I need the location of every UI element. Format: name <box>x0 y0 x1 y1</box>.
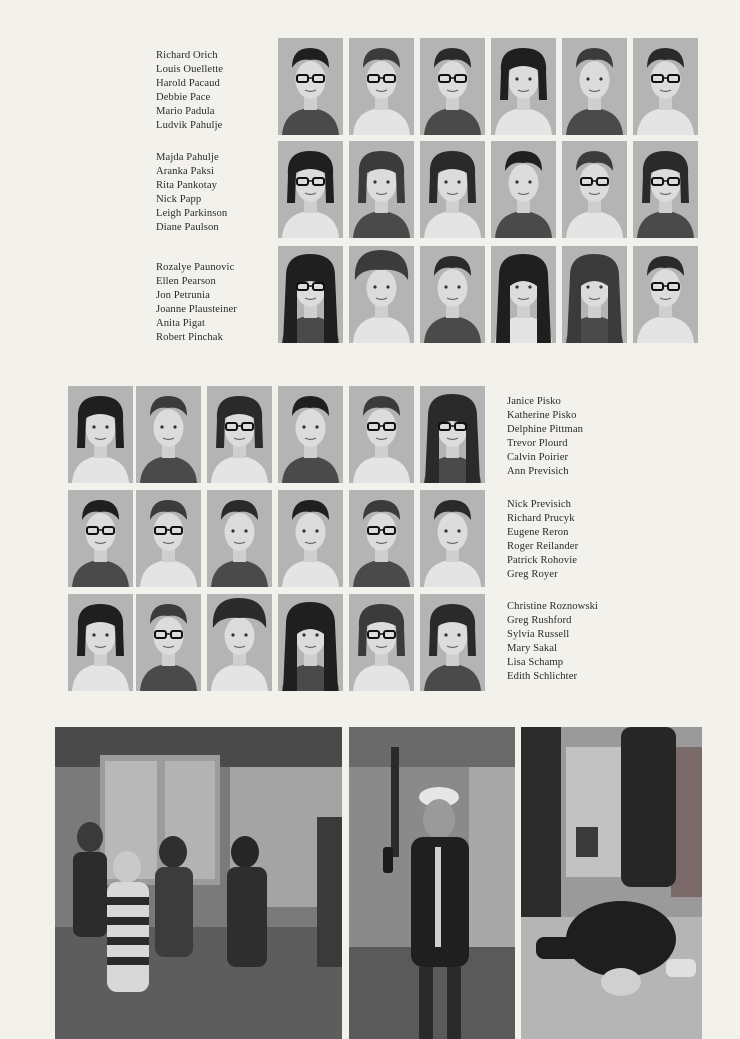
student-portrait <box>349 386 414 483</box>
student-portrait <box>633 246 698 343</box>
student-portrait <box>491 38 556 135</box>
student-name: Delphine Pittman <box>507 424 584 436</box>
student-name: Debbie Pace <box>156 92 211 104</box>
student-portrait <box>420 141 485 238</box>
student-portrait <box>136 594 201 691</box>
student-portrait <box>278 594 343 691</box>
student-portrait <box>207 594 272 691</box>
student-name: Joanne Plausteiner <box>156 304 237 316</box>
hallway-headstand-photo <box>521 727 702 1039</box>
student-portrait <box>349 594 414 691</box>
student-name: Edith Schlichter <box>507 671 578 683</box>
student-portrait <box>349 38 414 135</box>
student-name: Calvin Poirier <box>507 452 569 464</box>
student-portrait <box>68 594 133 691</box>
student-portrait <box>420 386 485 483</box>
name-list-6 <box>507 600 598 685</box>
student-name: Harold Pacaud <box>156 78 220 90</box>
student-portrait <box>278 38 343 135</box>
name-list-5 <box>507 498 578 583</box>
student-name: Ellen Pearson <box>156 276 216 288</box>
student-name: Ludvik Pahulje <box>156 120 223 132</box>
student-portrait <box>562 246 627 343</box>
student-name: Mary Sakal <box>507 643 558 655</box>
student-name: Christine Roznowski <box>507 601 599 612</box>
student-name: Greg Rushford <box>507 615 572 627</box>
student-name: Diane Paulson <box>156 222 219 234</box>
student-name: Ann Previsich <box>507 466 569 478</box>
student-name: Aranka Paksi <box>156 166 214 178</box>
student-name: Rita Pankotay <box>156 180 218 192</box>
student-name: Nick Previsich <box>507 499 572 510</box>
student-portrait <box>68 386 133 483</box>
student-portrait <box>562 141 627 238</box>
student-portrait <box>278 386 343 483</box>
student-portrait <box>278 141 343 238</box>
student-name: Robert Pinchak <box>156 332 224 344</box>
student-portrait <box>278 246 343 343</box>
student-name: Patrick Rohovie <box>507 555 578 567</box>
student-portrait <box>349 490 414 587</box>
student-name: Jon Petrunia <box>156 290 210 302</box>
student-name: Katherine Pisko <box>507 410 577 422</box>
student-name: Nick Papp <box>156 194 202 206</box>
student-name: Richard Orich <box>156 50 218 61</box>
student-portrait <box>562 38 627 135</box>
student-name: Leigh Parkinson <box>156 208 228 220</box>
student-portrait <box>136 386 201 483</box>
student-portrait <box>278 490 343 587</box>
student-name: Trevor Plourd <box>507 438 568 450</box>
student-name: Richard Prucyk <box>507 513 575 525</box>
student-name: Anita Pigat <box>156 318 206 330</box>
name-list-4 <box>507 395 583 480</box>
student-name: Lisa Schamp <box>507 657 564 669</box>
student-portrait <box>633 38 698 135</box>
name-list-2 <box>156 151 227 236</box>
student-name: Eugene Reron <box>507 527 569 539</box>
student-holding-bottle-photo <box>349 727 515 1039</box>
student-name: Greg Royer <box>507 569 558 581</box>
student-name: Majda Pahulje <box>156 152 219 163</box>
student-portrait <box>136 490 201 587</box>
name-list-3 <box>156 261 237 346</box>
student-portrait <box>68 490 133 587</box>
student-name: Louis Ouellette <box>156 64 224 76</box>
student-name: Mario Padula <box>156 106 215 118</box>
student-portrait <box>491 141 556 238</box>
student-portrait <box>420 594 485 691</box>
student-portrait <box>420 38 485 135</box>
student-portrait <box>420 490 485 587</box>
student-name: Rozalye Paunovic <box>156 262 235 273</box>
hallway-dance-photo <box>55 727 342 1039</box>
student-portrait <box>207 490 272 587</box>
name-list-1 <box>156 49 223 134</box>
student-portrait <box>207 386 272 483</box>
student-name: Roger Reilander <box>507 541 579 553</box>
student-portrait <box>349 141 414 238</box>
student-portrait <box>491 246 556 343</box>
student-portrait <box>633 141 698 238</box>
student-name: Sylvia Russell <box>507 629 570 641</box>
student-portrait <box>420 246 485 343</box>
student-name: Janice Pisko <box>507 396 561 407</box>
student-portrait <box>349 246 414 343</box>
